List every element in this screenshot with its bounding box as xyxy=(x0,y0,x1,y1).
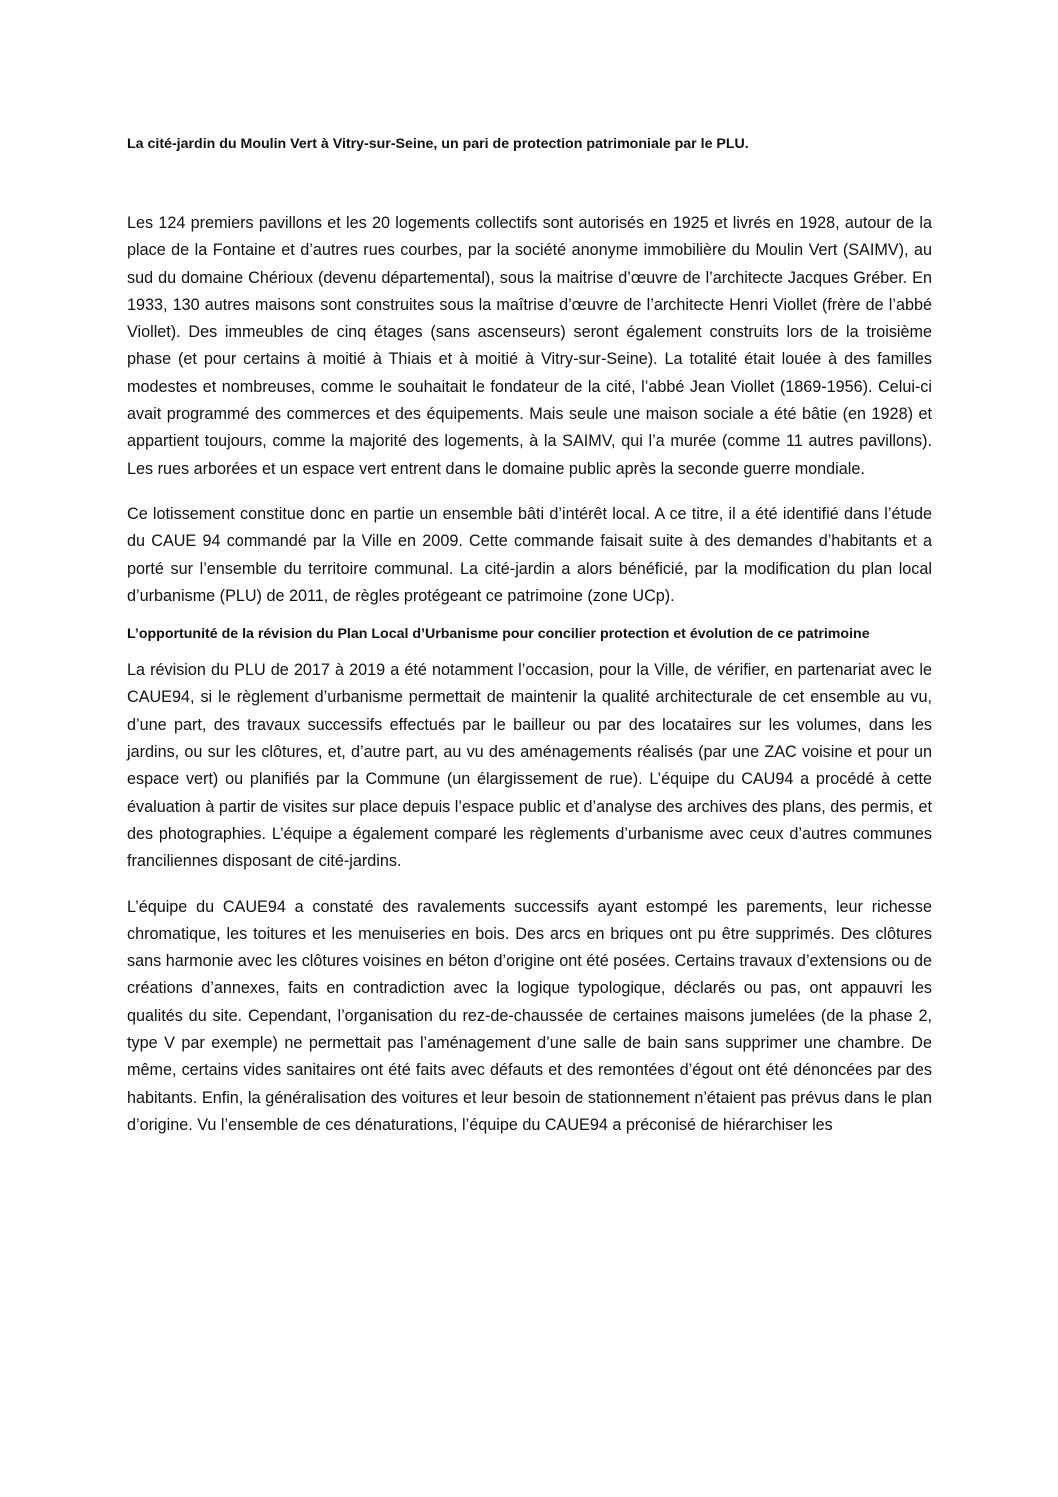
document-body xyxy=(127,130,932,1139)
paragraph-heritage: Ce lotissement constitue donc en partie un ensemble bâti d’intérêt local. A ce titre, il a été identifié dans l’étude du CAUE 94 commandé par la Ville en 2009. Cette commande faisait suite à des demandes d’habitants et a porté sur l’ensemble du territoire communal. La cité-jardin a alors bénéficié, par la modification du plan local d’urbanisme (PLU) de 2011, de règles protégeant ce patrimoine (zone UCp). xyxy=(127,504,932,605)
document-title: La cité-jardin du Moulin Vert à Vitry-sur-Seine, un pari de protection patrimoniale par le PLU. xyxy=(127,136,749,152)
paragraph-revision: La révision du PLU de 2017 à 2019 a été notamment l’occasion, pour la Ville, de vérifier, en partenariat avec le CAUE94, si le règlement d’urbanisme permettait de maintenir la qualité architecturale de cet ensemble au vu, d’une part, des travaux successifs effectués par le bailleur ou par des locataires sur les volumes, dans les jardins, ou sur les clôtures, et, d’autre part, au vu des aménagements réalisés (par une ZAC voisine et pour un espace vert) ou planifiés par la Commune (un élargissement de rue). L’équipe du CAU94 a procédé à cette évaluation à partir de visites sur place depuis l’espace public et d’analyse des archives des plans, des permis, et des photographies. L’équipe a également comparé les règlements d’urbanisme avec ceux d’autres communes franciliennes disposant de cité-jardins. xyxy=(127,661,932,871)
paragraph-history: Les 124 premiers pavillons et les 20 logements collectifs sont autorisés en 1925 et livrés en 1928, autour de la place de la Fontaine et d’autres rues courbes, par la société anonyme immobilière du Moulin Vert (SAIMV), au sud du domaine Chérioux (devenu départemental), sous la maitrise d’œuvre de l’architecte Jacques Gréber. En 1933, 130 autres maisons sont construites sous la maîtrise d’œuvre de l’architecte Henri Viollet (frère de l’abbé Viollet). Des immeubles de cinq étages (sans ascenseurs) seront également construits lors de la troisième phase (et pour certains à moitié à Thiais et à moitié à Vitry-sur-Seine). La totalité était louée à des familles modestes et nombreuses, comme le souhaitait le fondateur de la cité, l’abbé Jean Viollet (1869-1956). Celui-ci avait programmé des commerces et des équipements. Mais seule une maison sociale a été bâtie (en 1928) et appartient toujours, comme la majorité des logements, à la SAIMV, qui l’a murée (comme 11 autres pavillons). Les rues arborées et un espace vert entrent dans le domaine public après la seconde guerre mondiale. xyxy=(127,214,932,478)
section-heading: L’opportunité de la révision du Plan Local d’Urbanisme pour concilier protection et évolution de ce patrimoine xyxy=(127,626,870,643)
paragraph-findings: L’équipe du CAUE94 a constaté des ravalements successifs ayant estompé les parements, leur richesse chromatique, les toitures et les menuiseries en bois. Des arcs en briques ont pu être supprimés. Des clôtures sans harmonie avec les clôtures voisines en béton d’origine ont été posées. Certains travaux d’extensions ou de créations d’annexes, faits en contradiction avec la logique typologique, déclarés ou pas, ont appauvri les qualités du site. Cependant, l’organisation du rez-de-chaussée de certaines maisons jumelées (de la phase 2, type V par exemple) ne permettait pas l’aménagement d’une salle de bain sans supprimer une chambre. De même, certains vides sanitaires ont été faits avec défauts et des remontées d’égout ont été dénoncées par des habitants. Enfin, la généralisation des voitures et leur besoin de stationnement n’étaient pas prévus dans le plan d’origine. Vu l’ensemble de ces dénaturations, l’équipe du CAUE94 a préconisé de hiérarchiser les xyxy=(127,897,932,1134)
